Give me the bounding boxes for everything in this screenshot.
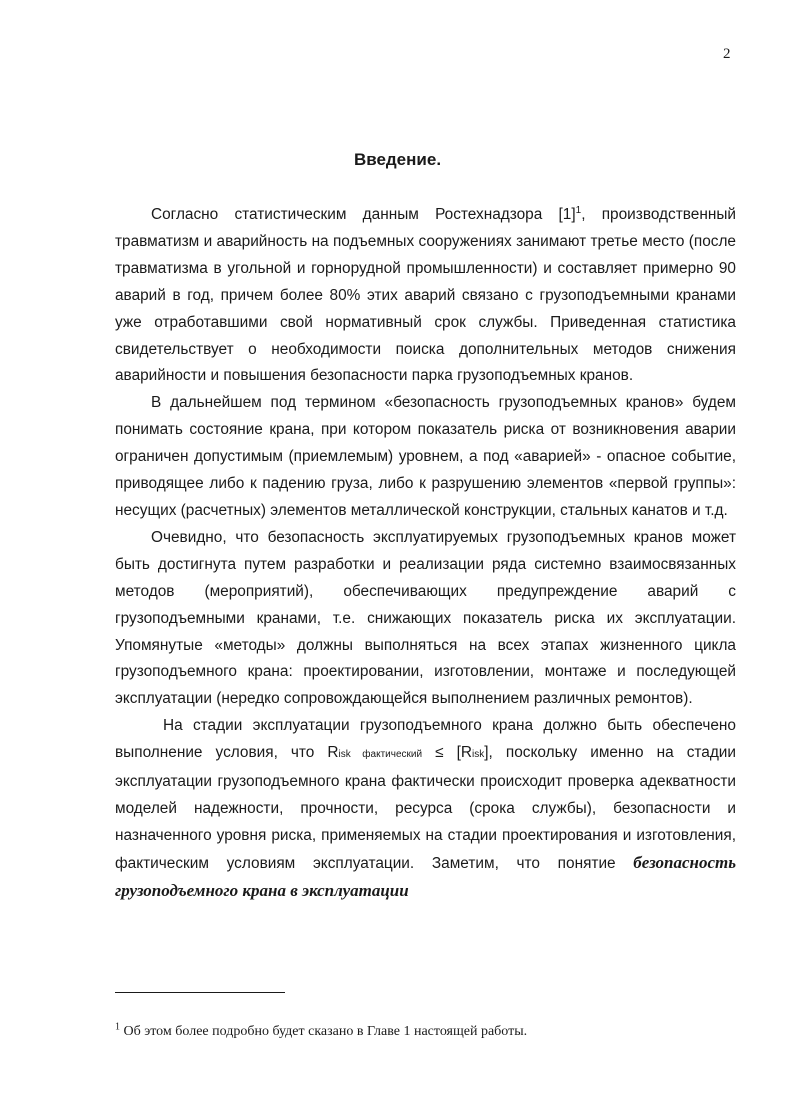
page-number: 2 bbox=[723, 46, 731, 62]
paragraph-4 bbox=[115, 713, 736, 905]
body-text bbox=[115, 202, 736, 906]
footnote-text: Об этом более подробно будет сказано в Главе 1 настоящей работы. bbox=[120, 1024, 528, 1039]
paragraph-1-text-b: , производственный травматизм и аварийность на подъемных сооружениях занимают третье место (после травматизма в угольной и горнорудной промышленности) и составляет примерно 90 аварий в год, причем более 80% этих аварий связано с грузоподъемными кранами уже отработавшими свой нормативный срок службы. Приведенная статистика свидетельствует о необходимости поиска дополнительных методов снижения аварийности и повышения безопасности парка грузоподъемных кранов. bbox=[115, 206, 736, 385]
footnote-reference: 1 bbox=[575, 204, 582, 216]
risk-subscript-actual: isk фактический bbox=[338, 749, 423, 761]
footnote-separator bbox=[115, 992, 285, 993]
footnote-mark: 1 bbox=[115, 1021, 120, 1033]
paragraph-4-text-b: ≤ [R bbox=[422, 744, 473, 762]
paragraph-4-text-c: ], поскольку именно на стадии эксплуатации грузоподъемного крана фактически происходит проверка адекватности моделей надежности, прочности, ресурса (срока службы), безопасности и назначенного уровня риска, применяемых на стадии проектирования и изготовления, фактическим условиям эксплуатации. Заметим, что понятие bbox=[115, 744, 737, 872]
risk-subscript-allowed: isk bbox=[472, 749, 485, 761]
paragraph-4-text-a: На стадии эксплуатации грузоподъемного крана должно быть обеспечено выполнение условия, что R bbox=[115, 717, 736, 762]
paragraph-3: Очевидно, что безопасность эксплуатируемых грузоподъемных кранов может быть достигнута путем разработки и реализации ряда системно взаимосвязанных методов (мероприятий), обеспечивающих предупреждение аварий с грузоподъемными кранами, т.е. снижающих показатель риска их эксплуатации. Упомянутые «методы» должны выполняться на всех этапах жизненного цикла грузоподъемного крана: проектировании, изготовлении, монтаже и последующей эксплуатации (нередко сопровождающейся выполнением различных ремонтов). bbox=[115, 528, 736, 708]
paragraph-1 bbox=[115, 202, 736, 390]
footnote bbox=[115, 1021, 528, 1040]
page-title: Введение. bbox=[353, 150, 442, 169]
paragraph-2: В дальнейшем под термином «безопасность грузоподъемных кранов» будем понимать состояние крана, при котором показатель риска от возникновения аварии ограничен допустимым (приемлемым) уровнем, а под «аварией» - опасное событие, приводящее либо к падению груза, либо к разрушению элементов «первой группы»: несущих (расчетных) элементов металлической конструкции, стальных канатов и т.д. bbox=[115, 394, 736, 519]
paragraph-1-text-a: Согласно статистическим данным Ростехнадзора [1] bbox=[151, 206, 576, 223]
emphasis-term: безопасность грузоподъемного крана в эксплуатации bbox=[115, 852, 736, 900]
